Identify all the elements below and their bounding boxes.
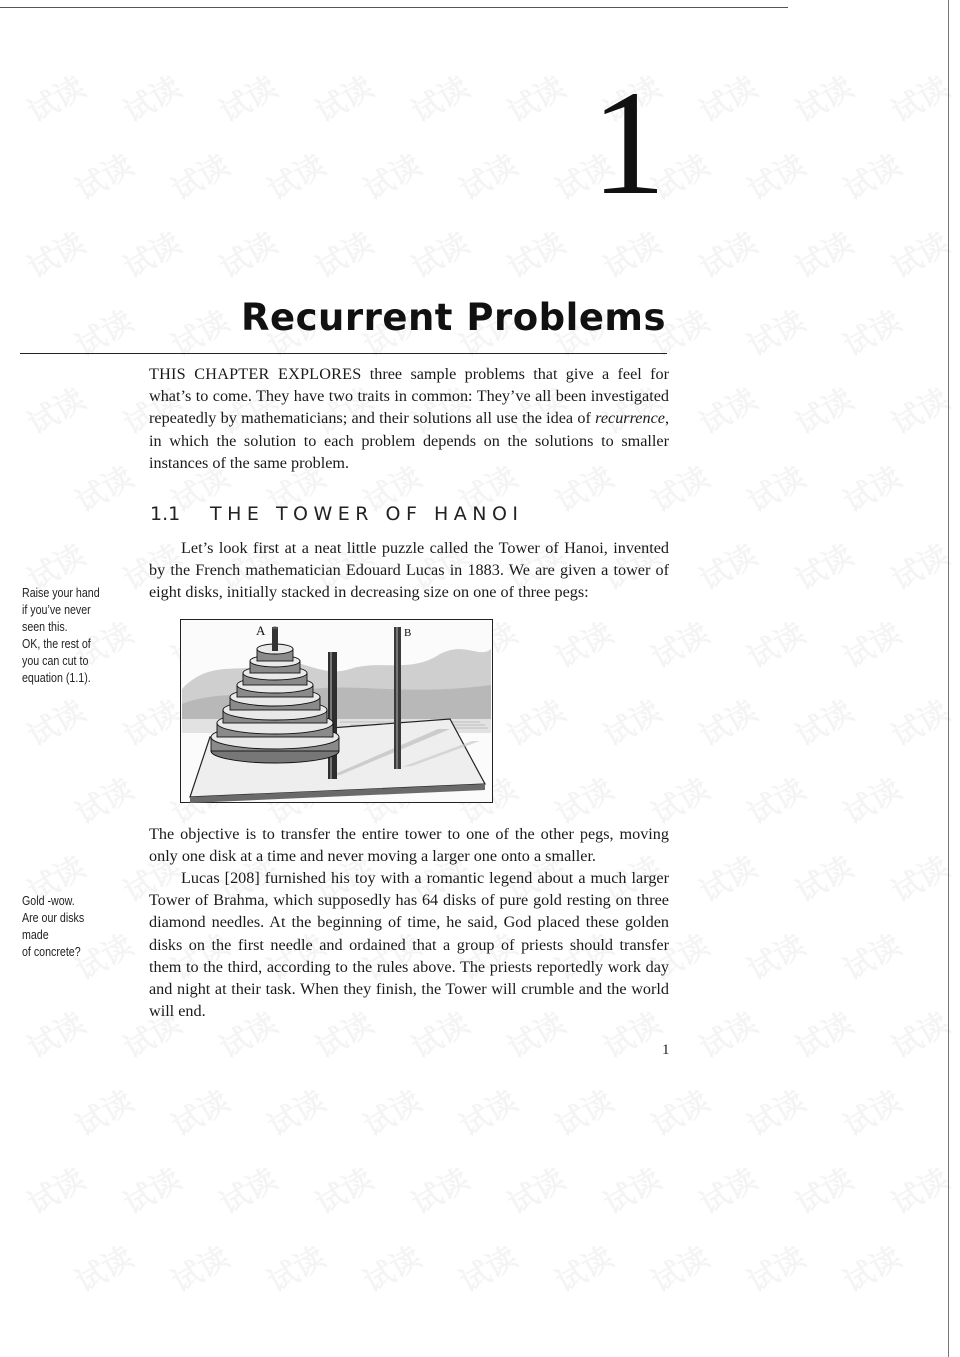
watermark-text — [690, 999, 764, 1067]
watermark-text — [162, 141, 236, 209]
tower-illustration — [180, 619, 493, 803]
watermark-text — [786, 1155, 860, 1223]
top-rule — [0, 7, 788, 8]
intro-lead: THIS CHAPTER EXPLORES — [149, 365, 362, 383]
watermark-text — [882, 687, 956, 755]
watermark-text — [882, 63, 956, 131]
watermark-text — [786, 63, 860, 131]
watermark-text — [834, 1077, 908, 1145]
peg-a — [272, 627, 278, 651]
watermark-text — [738, 453, 812, 521]
margin-note-line: OK, the rest of — [22, 636, 91, 651]
watermark-text — [258, 1077, 332, 1145]
watermark-text — [738, 1233, 812, 1301]
margin-note-line: Are our disks made — [22, 910, 85, 942]
watermark-text — [498, 63, 572, 131]
intro-paragraph — [149, 363, 669, 474]
margin-note-line: equation (1.1). — [22, 670, 91, 685]
watermark-text — [546, 1077, 620, 1145]
watermark-text — [882, 843, 956, 911]
watermark-text — [546, 609, 620, 677]
margin-note-2 — [22, 892, 112, 960]
watermark-text — [594, 1155, 668, 1223]
watermark-text — [786, 687, 860, 755]
title-rule — [20, 353, 667, 354]
paragraph-3-text: Lucas [208] furnished his toy with a romantic legend about a much larger Tower of Brahma, which supposedly has 64 disks of pure gold resting on three diamond needles. At the beginning of time, he said, God placed these golden disks on the first needle and ordained that a group of priests should transfer them to the third, according to the rules above. The priests reportedly work day and night at their task. When they finish, the Tower will crumble and the world will end. — [149, 869, 669, 1021]
margin-note-1 — [22, 584, 112, 686]
watermark-text — [354, 141, 428, 209]
watermark-text — [786, 219, 860, 287]
section-heading — [150, 503, 524, 525]
watermark-text — [306, 1155, 380, 1223]
watermark-text — [18, 219, 92, 287]
watermark-text — [738, 765, 812, 833]
right-edge-rule — [948, 0, 949, 1357]
watermark-text — [162, 1077, 236, 1145]
paragraph-3 — [149, 867, 669, 1022]
margin-note-line: seen this. — [22, 619, 68, 634]
watermark-text — [66, 1077, 140, 1145]
watermark-text — [450, 1233, 524, 1301]
watermark-text — [834, 453, 908, 521]
watermark-text — [690, 687, 764, 755]
section-title: THE TOWER OF HANOI — [210, 503, 524, 525]
watermark-text — [690, 531, 764, 599]
tower-of-hanoi-figure — [180, 619, 493, 803]
watermark-text — [834, 609, 908, 677]
watermark-text — [162, 1233, 236, 1301]
watermark-text — [786, 999, 860, 1067]
watermark-text — [690, 843, 764, 911]
margin-note-line: Gold -wow. — [22, 893, 75, 908]
watermark-text — [594, 219, 668, 287]
watermark-text — [66, 453, 140, 521]
watermark-text — [882, 999, 956, 1067]
page-number: 1 — [662, 1042, 670, 1058]
watermark-text — [354, 1077, 428, 1145]
watermark-text — [690, 219, 764, 287]
peg-middle — [328, 652, 337, 779]
watermark-text — [786, 843, 860, 911]
watermark-text — [882, 219, 956, 287]
watermark-text — [18, 1155, 92, 1223]
watermark-text — [18, 687, 92, 755]
watermark-text — [690, 1155, 764, 1223]
intro-text-2: , in which the solution to each problem depends on the solutions to smaller instances of the same problem. — [149, 409, 669, 472]
watermark-text — [258, 141, 332, 209]
watermark-text — [402, 63, 476, 131]
watermark-text — [450, 1077, 524, 1145]
watermark-text — [354, 1233, 428, 1301]
watermark-text — [882, 375, 956, 443]
watermark-text — [594, 687, 668, 755]
watermark-text — [738, 141, 812, 209]
watermark-text — [690, 63, 764, 131]
watermark-text — [738, 297, 812, 365]
chapter-title: Recurrent Problems — [241, 296, 666, 339]
watermark-text — [210, 1155, 284, 1223]
watermark-text — [66, 765, 140, 833]
watermark-text — [114, 1155, 188, 1223]
watermark-text — [66, 1233, 140, 1301]
watermark-text — [114, 219, 188, 287]
section-number: 1.1 — [150, 503, 181, 525]
watermark-text — [66, 297, 140, 365]
watermark-text — [18, 999, 92, 1067]
watermark-text — [402, 219, 476, 287]
watermark-text — [834, 141, 908, 209]
watermark-text — [258, 1233, 332, 1301]
label-b: B — [404, 627, 412, 639]
watermark-text — [786, 375, 860, 443]
watermark-text — [210, 219, 284, 287]
intro-emphasis: recurrence — [595, 409, 665, 428]
margin-note-line: Raise your hand — [22, 585, 100, 600]
watermark-text — [642, 609, 716, 677]
watermark-text — [306, 63, 380, 131]
watermark-text — [738, 921, 812, 989]
watermark-text — [114, 63, 188, 131]
watermark-text — [546, 1233, 620, 1301]
chapter-number: 1 — [591, 60, 666, 226]
watermark-text — [498, 687, 572, 755]
margin-note-line: of concrete? — [22, 944, 81, 959]
watermark-text — [18, 63, 92, 131]
watermark-text — [882, 531, 956, 599]
watermark-text — [882, 1155, 956, 1223]
watermark-text — [642, 1077, 716, 1145]
watermark-text — [498, 1155, 572, 1223]
watermark-text — [738, 609, 812, 677]
paragraph-1 — [149, 537, 669, 604]
watermark-text — [498, 219, 572, 287]
paragraph-2 — [149, 823, 669, 867]
watermark-text — [162, 297, 236, 365]
watermark-text — [786, 531, 860, 599]
paragraph-1-text: Let’s look first at a neat little puzzle called the Tower of Hanoi, invented by the French mathematician Edouard Lucas in 1883. We are given a tower of eight disks, initially stacked in decreasing size on one of three pegs: — [149, 539, 669, 602]
watermark-text — [306, 219, 380, 287]
watermark-text — [210, 63, 284, 131]
intro-text-1: three sample problems that give a feel for what’s to come. They have two traits in common: They’ve all been investigated repeatedly by mathematicians; and their solutions all use the idea of — [149, 365, 669, 428]
watermark-text — [66, 141, 140, 209]
watermark-text — [690, 375, 764, 443]
watermark-text — [450, 141, 524, 209]
watermark-text — [738, 1077, 812, 1145]
watermark-text — [642, 1233, 716, 1301]
watermark-text — [114, 687, 188, 755]
margin-note-line: you can cut to — [22, 653, 89, 668]
watermark-text — [834, 921, 908, 989]
watermark-text — [18, 375, 92, 443]
watermark-text — [834, 765, 908, 833]
paragraph-2-text: The objective is to transfer the entire tower to one of the other pegs, moving only one disk at a time and never moving a larger one onto a smaller. — [149, 825, 669, 866]
watermark-text — [834, 297, 908, 365]
margin-note-line: if you’ve never — [22, 602, 91, 617]
label-a: A — [256, 623, 266, 638]
watermark-text — [402, 1155, 476, 1223]
watermark-text — [834, 1233, 908, 1301]
